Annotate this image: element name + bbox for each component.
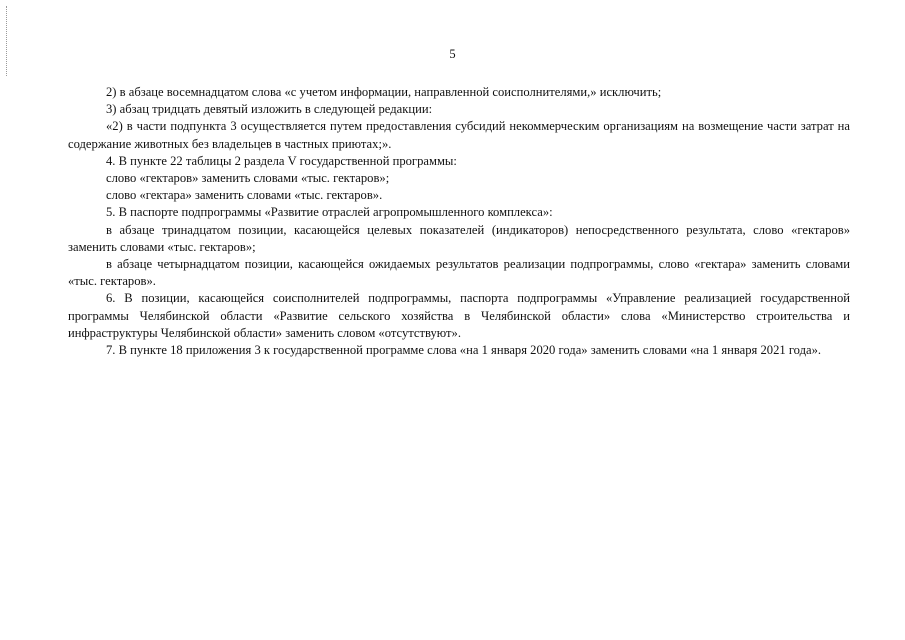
paragraph-item-4-sub-1: слово «гектаров» заменить словами «тыс. гектаров»; [106, 171, 390, 186]
margin-dotted-line [6, 6, 8, 76]
paragraph-item-4-sub-2: слово «гектара» заменить словами «тыс. гектаров». [106, 188, 383, 203]
paragraph-item-4: 4. В пункте 22 таблицы 2 раздела V государственной программы: [106, 153, 457, 168]
paragraph-item-5: 5. В паспорте подпрограммы «Развитие отраслей агропромышленного комплекса»: [106, 205, 553, 220]
paragraph-quoted-text: «2) в части подпункта 3 осуществляется путем предоставления субсидий некоммерческим организациям на возмещение части затрат на содержание животных без владельцев в частных приютах;». [68, 119, 850, 151]
paragraph-item-6: 6. В позиции, касающейся соисполнителей подпрограммы, паспорта подпрограммы «Управление реализацией государственной программы Челябинской области «Развитие сельского хозяйства в Челябинской области» слова «Министерство строительства и инфраструктуры Челябинской области» заменить словом «отсутствуют». [68, 291, 850, 340]
document-body [68, 84, 850, 359]
paragraph-amend-2: 2) в абзаце восемнадцатом слова «с учетом информации, направленной соисполнителями,» исключить; [106, 85, 662, 99]
paragraph-item-7: 7. В пункте 18 приложения 3 к государственной программе слова «на 1 января 2020 года» заменить словами «на 1 января 2021 года». [106, 343, 822, 358]
paragraph-item-5-sub-2: в абзаце четырнадцатом позиции, касающейся ожидаемых результатов реализации подпрограммы, слово «гектара» заменить словами «тыс. гектаров». [68, 257, 850, 289]
paragraph-item-5-sub-1: в абзаце тринадцатом позиции, касающейся целевых показателей (индикаторов) непосредственного результата, слово «гектаров» заменить словами «тыс. гектаров»; [68, 222, 850, 254]
page-number: 5 [449, 47, 456, 61]
paragraph-amend-3: 3) абзац тридцать девятый изложить в следующей редакции: [106, 102, 433, 117]
